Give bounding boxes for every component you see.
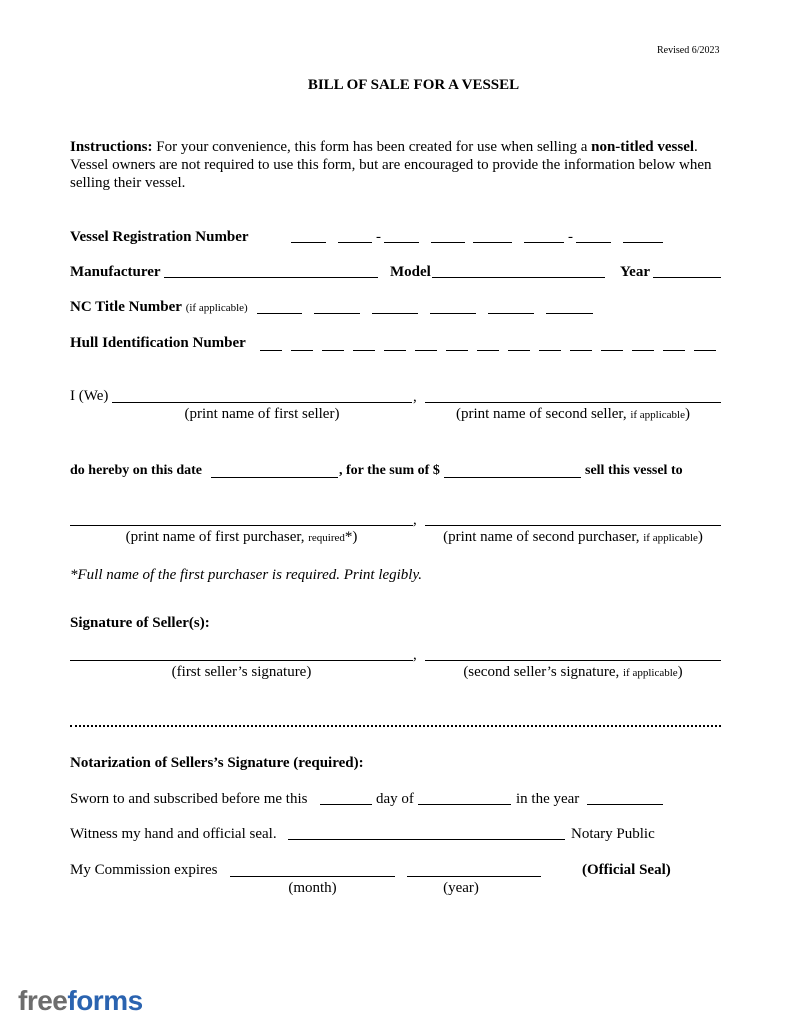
- second-purchaser-name-field[interactable]: [425, 525, 721, 526]
- do-hereby-label: do hereby on this date: [70, 463, 202, 478]
- second-seller-signature-caption: [425, 663, 721, 681]
- hull-id-blank-7[interactable]: [446, 350, 468, 351]
- first-seller-caption: (print name of first seller): [184, 406, 340, 422]
- model-label: Model: [390, 264, 431, 280]
- vessel-registration-label: Vessel Registration Number: [70, 229, 249, 245]
- manufacturer-label: Manufacturer: [70, 264, 161, 280]
- first-purchaser-caption-main: (print name of first purchaser,: [125, 529, 309, 545]
- hull-id-blank-5[interactable]: [384, 350, 406, 351]
- nc-title-blank-5[interactable]: [488, 313, 534, 314]
- sell-to-label: sell this vessel to: [585, 463, 683, 478]
- second-seller-caption-main: (print name of second seller,: [455, 406, 631, 422]
- hull-id-blank-14[interactable]: [663, 350, 685, 351]
- first-seller-signature-field[interactable]: [70, 660, 413, 661]
- hull-id-blank-2[interactable]: [291, 350, 313, 351]
- year-field[interactable]: [653, 277, 721, 278]
- sworn-label: Sworn to and subscribed before me this: [70, 791, 308, 807]
- registration-blank-3[interactable]: [384, 242, 419, 243]
- notary-heading: Notarization of Sellers’s Signature (required):: [70, 755, 364, 771]
- registration-blank-8[interactable]: [623, 242, 663, 243]
- manufacturer-field[interactable]: [164, 277, 378, 278]
- nc-title-label: NC Title Number: [70, 299, 182, 315]
- instructions-paragraph: [70, 138, 725, 192]
- registration-blank-4[interactable]: [431, 242, 465, 243]
- freeforms-logo: [18, 984, 143, 1018]
- sworn-day-field[interactable]: [320, 804, 372, 805]
- sworn-year-field[interactable]: [587, 804, 663, 805]
- sellers-prefix: I (We): [70, 388, 109, 404]
- registration-blank-7[interactable]: [576, 242, 611, 243]
- in-year-label: in the year: [516, 791, 580, 807]
- first-purchaser-caption: [70, 528, 413, 546]
- second-seller-signature-field[interactable]: [425, 660, 721, 661]
- hull-id-blank-8[interactable]: [477, 350, 499, 351]
- section-divider: [70, 725, 721, 727]
- nc-title-blank-6[interactable]: [546, 313, 593, 314]
- registration-dash-1: -: [376, 229, 381, 245]
- registration-blank-2[interactable]: [338, 242, 372, 243]
- model-field[interactable]: [432, 277, 605, 278]
- nc-title-note: (if applicable): [185, 302, 248, 314]
- first-purchaser-caption-note: required: [308, 532, 345, 544]
- hull-id-blank-13[interactable]: [632, 350, 654, 351]
- first-purchaser-name-field[interactable]: [70, 525, 413, 526]
- second-purchaser-caption-end: ): [697, 529, 703, 545]
- sale-amount-field[interactable]: [444, 477, 581, 478]
- second-purchaser-caption: [425, 528, 721, 546]
- registration-blank-6[interactable]: [524, 242, 564, 243]
- first-purchaser-caption-end: *): [344, 529, 358, 545]
- second-purchaser-caption-main: (print name of second purchaser,: [443, 529, 644, 545]
- hull-id-blank-9[interactable]: [508, 350, 530, 351]
- second-seller-name-field[interactable]: [425, 402, 721, 403]
- hull-id-label: Hull Identification Number: [70, 335, 246, 351]
- commission-month-field[interactable]: [230, 876, 395, 877]
- nc-title-blank-1[interactable]: [257, 313, 302, 314]
- sellers-comma: ,: [413, 389, 417, 405]
- first-seller-name-field[interactable]: [112, 402, 412, 403]
- second-seller-caption: [425, 405, 721, 423]
- notary-public-label: Notary Public: [571, 826, 655, 842]
- form-title: BILL OF SALE FOR A VESSEL: [307, 77, 520, 93]
- second-seller-signature-caption-main: (second seller’s signature,: [463, 664, 623, 680]
- sale-date-field[interactable]: [211, 477, 338, 478]
- hull-id-blank-12[interactable]: [601, 350, 623, 351]
- year-caption: (year): [443, 880, 479, 896]
- registration-blank-1[interactable]: [291, 242, 326, 243]
- second-seller-caption-note: if applicable: [630, 409, 685, 421]
- sworn-month-field[interactable]: [418, 804, 511, 805]
- nc-title-label-group: [70, 298, 248, 316]
- year-label: Year: [620, 264, 650, 280]
- instructions-label: Instructions:: [70, 139, 153, 155]
- notary-signature-field[interactable]: [288, 839, 565, 840]
- second-seller-caption-end: ): [685, 406, 690, 422]
- nc-title-blank-3[interactable]: [372, 313, 418, 314]
- logo-part-1: free: [18, 985, 68, 1016]
- hull-id-blank-4[interactable]: [353, 350, 375, 351]
- logo-part-2: forms: [67, 985, 143, 1016]
- nc-title-blank-2[interactable]: [314, 313, 360, 314]
- commission-label: My Commission expires: [70, 862, 218, 878]
- hull-id-blank-1[interactable]: [260, 350, 282, 351]
- hull-id-blank-6[interactable]: [415, 350, 437, 351]
- signature-comma: ,: [413, 647, 417, 663]
- hull-id-blank-3[interactable]: [322, 350, 344, 351]
- official-seal-label: (Official Seal): [582, 862, 671, 878]
- second-purchaser-caption-note: if applicable: [643, 532, 698, 544]
- sum-label: , for the sum of $: [339, 463, 440, 478]
- purchasers-comma: ,: [413, 512, 417, 528]
- registration-dash-2: -: [568, 229, 573, 245]
- nc-title-blank-4[interactable]: [430, 313, 476, 314]
- revised-date: Revised 6/2023: [657, 45, 720, 56]
- witness-label: Witness my hand and official seal.: [70, 826, 277, 842]
- instructions-text-after: . Vessel owners are not required to use this form, but are encouraged to provide the information below when selling their vessel.: [70, 139, 712, 191]
- day-of-label: day of: [376, 791, 414, 807]
- month-caption: (month): [288, 880, 337, 896]
- commission-year-field[interactable]: [407, 876, 541, 877]
- purchaser-note: *Full name of the first purchaser is required. Print legibly.: [70, 567, 423, 583]
- instructions-emphasis: non-titled vessel: [591, 139, 695, 155]
- second-seller-signature-caption-end: ): [677, 664, 683, 680]
- signature-heading: Signature of Seller(s):: [70, 615, 210, 631]
- hull-id-blank-11[interactable]: [570, 350, 592, 351]
- first-seller-signature-caption: (first seller’s signature): [171, 664, 312, 680]
- hull-id-blank-15[interactable]: [694, 350, 716, 351]
- registration-blank-5[interactable]: [473, 242, 512, 243]
- second-seller-signature-caption-note: if applicable: [623, 667, 678, 679]
- instructions-text-before: For your convenience, this form has been created for use when selling a: [152, 139, 592, 155]
- hull-id-blank-10[interactable]: [539, 350, 561, 351]
